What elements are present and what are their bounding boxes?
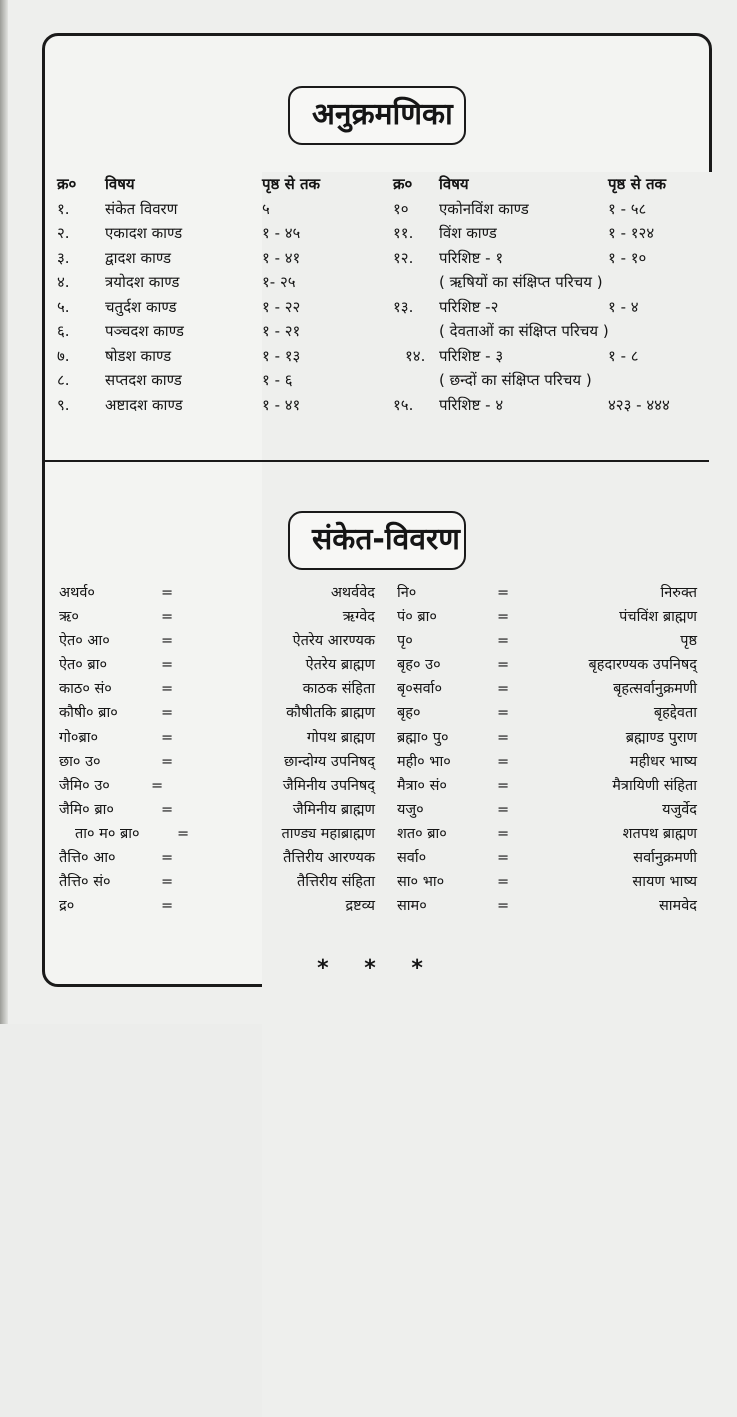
index-title-box [288,86,466,145]
abbreviation-row [59,677,389,701]
row-pages: १ - ४५ [262,221,737,1245]
abbreviation-row [59,894,389,918]
row-num: १२. [393,248,414,267]
abbr-full: ब्रह्माण्ड पुराण [625,729,697,746]
abbr-equals: = [497,801,510,818]
abbr-equals: = [497,585,510,601]
abbreviation-row [397,701,697,725]
section-divider [45,460,709,462]
abbreviation-row [397,894,697,918]
index-row [57,221,387,246]
row-subject: एकादश काण्ड [105,224,183,242]
abbreviation-column-right [397,581,697,918]
abbr-short: छा० उ० [59,753,101,770]
abbr-full: तैत्तिरीय संहिता [296,874,375,891]
abbreviation-row [59,726,389,750]
abbr-short: मही० भा० [397,753,451,770]
end-ornament: * * * [317,956,437,981]
page-frame [42,33,712,987]
abbr-full: द्रष्टव्य [345,898,375,915]
row-subject: अष्टादश काण्ड [105,395,183,414]
abbr-short: ऋ० [59,609,79,626]
abbr-short: साम० [397,898,427,915]
abbreviation-row [397,870,697,894]
abbr-short: सर्वा० [397,850,427,867]
abbreviation-row [397,677,697,701]
index-row [393,246,703,271]
row-subject: संकेत विवरण [105,199,178,218]
row-num: १४. [405,346,426,365]
abbr-equals: = [161,874,174,891]
abbr-full: ऐतरेय आरण्यक [292,633,375,650]
index-row [57,270,387,295]
abbr-short: बृह० उ० [397,657,441,674]
abbr-short: ब्रह्मा० पु० [397,729,449,746]
abbr-short: जैमि० ब्रा० [59,801,114,818]
abbr-full: निरुक्त [660,585,697,601]
row-pages: १ - ५८ [608,197,737,1221]
abbr-equals: = [161,633,174,650]
abbreviation-row [59,629,389,653]
abbr-equals: = [497,681,510,698]
row-subject: द्वादश काण्ड [105,248,171,267]
row-pages: १ - २२ [262,295,737,1319]
index-row-note [393,270,703,295]
abbreviation-row [397,846,697,870]
row-note: ( छन्दों का संक्षिप्त परिचय ) [439,371,592,389]
index-row [57,344,387,369]
index-row [393,221,703,246]
row-pages: ५ [262,197,737,1221]
row-num: ३. [57,248,70,267]
abbr-equals: = [497,874,510,891]
index-header-row [393,172,703,197]
index-row [57,295,387,320]
row-num: २. [57,224,70,242]
abbreviation-title-box [288,511,466,570]
row-num: ४. [57,273,70,291]
row-num: ११. [393,224,414,242]
header-num: क्र० [393,175,413,193]
abbr-equals: = [161,753,174,770]
abbr-full: सायण भाष्य [632,874,697,891]
abbreviation-row [59,653,389,677]
abbr-full: जैमिनीय ब्राह्मण [292,801,375,818]
index-row-note [393,319,703,344]
abbr-equals: = [497,898,510,915]
abbr-equals: = [497,633,510,650]
abbr-equals: = [497,705,510,722]
abbreviation-row [397,726,697,750]
abbreviation-title: संकेत-विवरण [312,522,460,557]
abbreviation-row [397,822,697,846]
abbr-full: छान्दोग्य उपनिषद् [283,753,375,770]
row-num: ७. [57,346,70,365]
abbr-equals: = [177,825,190,842]
row-pages: १- २५ [262,270,737,1294]
row-pages: १ - २१ [262,319,737,1343]
abbreviation-row [397,774,697,798]
abbr-equals: = [161,898,174,915]
index-row [393,344,703,369]
abbreviation-row [397,605,697,629]
abbreviation-row [397,750,697,774]
abbr-full: काठक संहिता [302,681,375,698]
abbreviation-row [397,581,697,605]
abbr-full: ऋग्वेद [342,609,375,626]
header-num: क्र० [57,175,77,193]
row-note: ( देवताओं का संक्षिप्त परिचय ) [439,322,609,340]
header-subject: विषय [105,175,135,193]
row-subject: परिशिष्ट - ३ [439,346,504,365]
row-subject: एकोनविंश काण्ड [439,199,529,218]
row-num: १३. [393,297,414,316]
row-subject: षोडश काण्ड [105,346,172,365]
abbr-full: यजुर्वेद [662,801,697,818]
row-subject: परिशिष्ट -२ [439,297,499,316]
abbr-full: कौषीतकि ब्राह्मण [286,705,375,722]
abbr-equals: = [161,850,174,867]
index-row [393,393,703,418]
abbr-short: नि० [397,585,417,601]
abbr-full: बृहदारण्यक उपनिषद् [588,657,697,674]
row-num: १५. [393,395,414,414]
abbr-short: गो०ब्रा० [59,729,99,746]
abbr-equals: = [161,585,174,601]
abbreviation-row [59,846,389,870]
book-spine-shadow [0,0,8,1024]
header-pages: पृष्ठ से तक [262,172,737,1196]
index-row [57,393,387,418]
abbr-full: ऐतरेय ब्राह्मण [305,657,375,674]
abbr-full: बृहद्देवता [653,705,697,722]
index-row [393,197,703,222]
abbr-full: सर्वानुक्रमणी [633,850,697,867]
abbr-short: ऐत० आ० [59,633,110,650]
abbr-full: बृहत्सर्वानुक्रमणी [613,681,697,698]
abbr-short: जैमि० उ० [59,777,110,794]
abbr-full: महीधर भाष्य [629,753,697,770]
row-num: ५. [57,297,70,316]
index-row [393,295,703,320]
abbr-short: पृ० [397,633,413,650]
index-column-right [393,172,703,417]
abbr-full: ताण्ड्य महाब्राह्मण [281,825,375,842]
abbr-full: सामवेद [659,898,697,915]
abbr-equals: = [497,850,510,867]
abbr-short: बृह० [397,705,421,722]
abbr-short: मैत्रा० सं० [397,777,447,794]
abbr-short: बृ०सर्वा० [397,681,442,698]
abbr-short: शत० ब्रा० [397,825,447,842]
abbr-equals: = [497,657,510,674]
row-num: ८. [57,371,70,389]
index-row [57,319,387,344]
abbreviation-row [59,581,389,605]
row-num: १. [57,199,70,218]
abbreviation-row [59,822,389,846]
row-num: १० [393,199,409,218]
abbr-equals: = [161,705,174,722]
abbr-equals: = [497,609,510,626]
abbr-short: पं० ब्रा० [397,609,437,626]
row-pages: १ - १० [608,246,737,1270]
abbreviation-row [59,870,389,894]
abbr-short: तैत्ति० आ० [59,850,116,867]
abbreviation-row [397,629,697,653]
row-pages: १ - ४१ [262,393,737,1417]
abbr-equals: = [151,777,164,794]
index-row [57,368,387,393]
abbreviation-row [397,653,697,677]
index-row [57,246,387,271]
row-subject: चतुर्दश काण्ड [105,297,177,316]
row-num: ९. [57,395,70,414]
abbr-equals: = [161,681,174,698]
abbr-full: अथर्ववेद [330,585,375,601]
abbr-short: द्र० [59,898,75,915]
abbr-equals: = [497,753,510,770]
abbr-full: तैत्तिरीय आरण्यक [283,850,375,867]
abbr-short: तैत्ति० सं० [59,874,111,891]
abbr-short: कौषी० ब्रा० [59,705,118,722]
row-subject: सप्तदश काण्ड [105,371,182,389]
row-subject: परिशिष्ट - १ [439,248,504,267]
abbr-short: ऐत० ब्रा० [59,657,108,674]
abbr-full: पंचविंश ब्राह्मण [619,609,697,626]
row-pages: १ - ८ [608,344,737,1368]
index-header-row [57,172,387,197]
abbreviation-row [59,798,389,822]
abbreviation-column-left [59,581,389,918]
abbr-short: सा० भा० [397,874,445,891]
abbreviation-row [59,750,389,774]
book-page [8,0,737,1024]
abbr-full: मैत्रायिणी संहिता [612,777,697,794]
abbr-equals: = [161,729,174,746]
index-row [57,197,387,222]
abbr-equals: = [497,777,510,794]
row-note: ( ऋषियों का संक्षिप्त परिचय ) [439,273,603,291]
abbreviation-row [397,798,697,822]
abbr-short: अथर्व० [59,585,95,601]
abbr-equals: = [497,825,510,842]
abbr-equals: = [497,729,510,746]
row-pages: १ - १२४ [608,221,737,1245]
row-pages: १ - ४ [608,295,737,1319]
row-pages: १ - १३ [262,344,737,1368]
header-pages: पृष्ठ से तक [608,172,737,1196]
abbreviation-row [59,774,389,798]
abbr-full: शतपथ ब्राह्मण [622,825,697,842]
row-pages: ४२३ - ४४४ [608,393,737,1417]
abbr-short: ता० म० ब्रा० [75,825,140,842]
row-subject: विंश काण्ड [439,224,497,242]
abbreviation-row [59,605,389,629]
row-subject: पञ्चदश काण्ड [105,322,184,340]
abbr-full: जैमिनीय उपनिषद् [282,777,375,794]
abbreviation-row [59,701,389,725]
row-pages: १ - ६ [262,368,737,1392]
abbr-full: गोपथ ब्राह्मण [306,729,375,746]
row-subject: परिशिष्ट - ४ [439,395,504,414]
abbr-full: पृष्ठ [680,633,697,650]
abbr-equals: = [161,657,174,674]
index-row-note [393,368,703,393]
abbr-short: काठ० सं० [59,681,112,698]
abbr-short: यजु० [397,801,424,818]
index-title: अनुक्रमणिका [312,97,453,132]
row-pages: १ - ४१ [262,246,737,1270]
row-subject: त्रयोदश काण्ड [105,273,180,291]
index-column-left [57,172,387,417]
abbr-equals: = [161,609,174,626]
abbr-equals: = [161,801,174,818]
header-subject: विषय [439,175,469,193]
row-num: ६. [57,322,70,340]
